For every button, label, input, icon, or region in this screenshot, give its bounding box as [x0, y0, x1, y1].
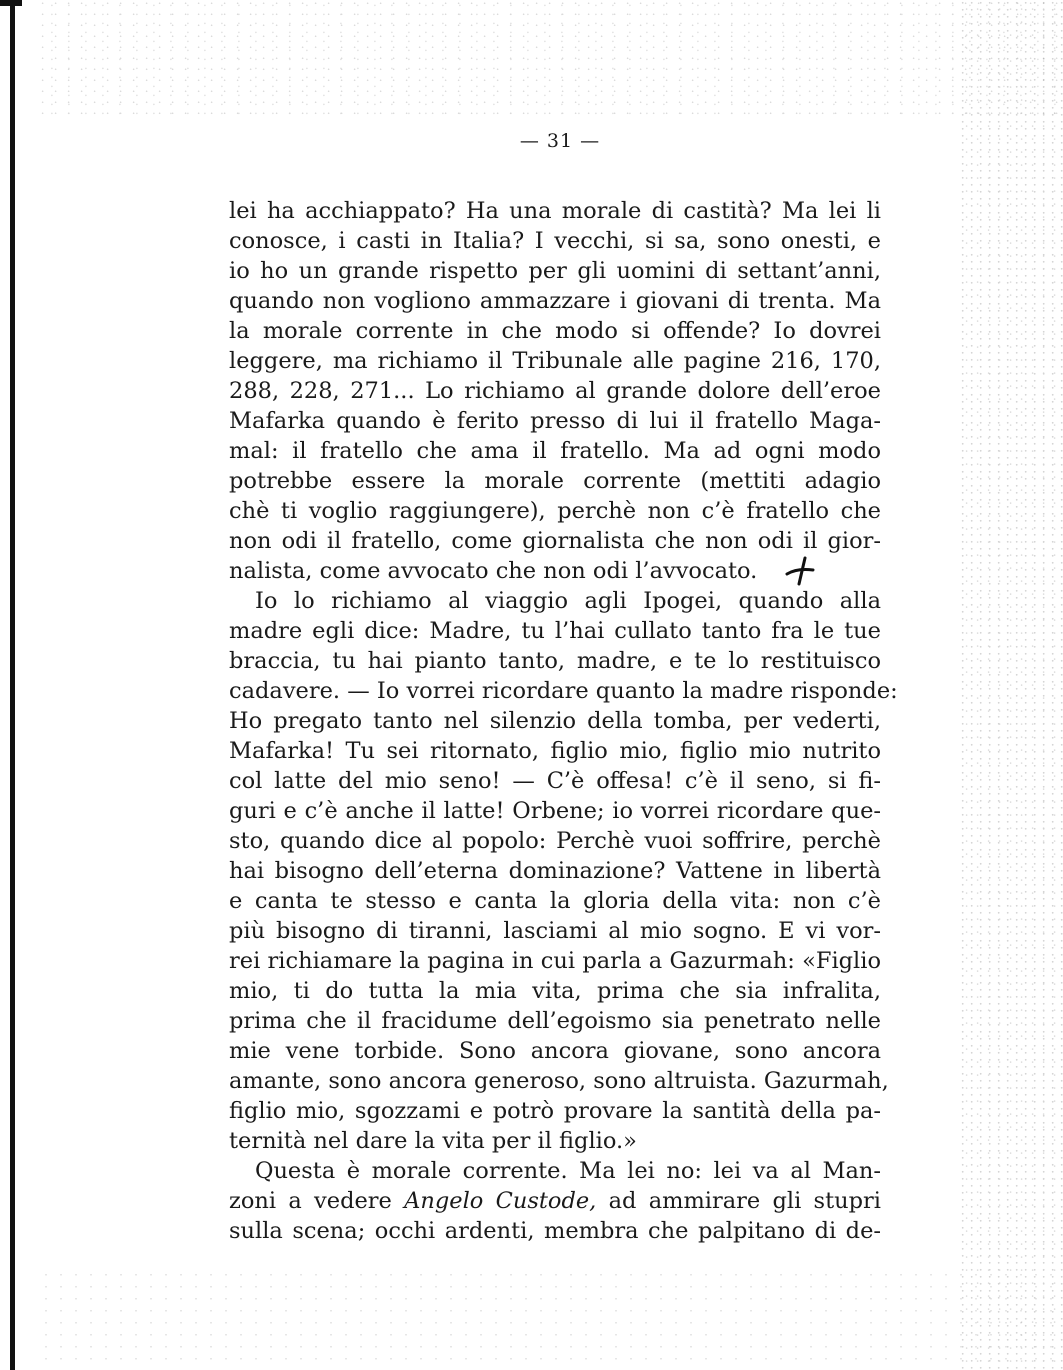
page-binding-edge [10, 0, 15, 1370]
text-line: amante, sono ancora generoso, sono altruista. Gazurmah, [229, 1068, 889, 1094]
scan-noise-bottom [40, 1270, 1063, 1370]
body-text [229, 196, 898, 1246]
text-line: cadavere. — Io vorrei ricordare quanto la madre risponde: [229, 678, 898, 704]
text-line: sto, quando dice al popolo: Perchè vuoi soffrire, perchè [229, 828, 881, 854]
text-line: mie vene torbide. Sono ancora giovane, sono ancora [229, 1038, 881, 1064]
page-number: — 31 — [519, 130, 601, 152]
text-line: chè ti voglio raggiungere), perchè non c’è fratello che [229, 498, 881, 524]
text-line: nalista, come avvocato che non odi l’avvocato. [229, 558, 758, 584]
text-line: col latte del mio seno! — C’è offesa! c’è il seno, si fi- [229, 768, 881, 794]
text-line: la morale corrente in che modo si offende? Io dovrei [229, 318, 881, 344]
text-line: rei richiamare la pagina in cui parla a Gazurmah: «Figlio [229, 948, 881, 974]
text-line: potrebbe essere la morale corrente (mettiti adagio [229, 468, 881, 494]
text-line: sulla scena; occhi ardenti, membra che palpitano di de- [229, 1218, 881, 1244]
text-line: lei ha acchiappato? Ha una morale di castità? Ma lei li [229, 198, 881, 224]
text-line: conosce, i casti in Italia? I vecchi, si sa, sono onesti, e [229, 228, 881, 254]
scan-noise-top [40, 0, 1063, 120]
text-line: 288, 228, 271... Lo richiamo al grande dolore dell’eroe [229, 378, 881, 404]
text-segment: zoni a vedere [229, 1188, 405, 1214]
text-line: mal: il fratello che ama il fratello. Ma ad ogni modo [229, 438, 881, 464]
text-segment: ad ammirare gli stupri [596, 1188, 881, 1214]
text-line: madre egli dice: Madre, tu l’hai cullato tanto fra le tue [229, 618, 881, 644]
work-title: Angelo Custode, [404, 1188, 597, 1214]
text-line: hai bisogno dell’eterna dominazione? Vattene in libertà [229, 858, 881, 884]
text-line: Ho pregato tanto nel silenzio della tomba, per vederti, [229, 708, 881, 734]
text-line: braccia, tu hai pianto tanto, madre, e te lo restituisco [229, 648, 881, 674]
text-line: guri e c’è anche il latte! Orbene; io vorrei ricordare que- [229, 798, 881, 824]
text-line: Mafarka! Tu sei ritornato, figlio mio, figlio mio nutrito [229, 738, 881, 764]
text-line: più bisogno di tiranni, lasciami al mio sogno. E vi vor- [229, 918, 881, 944]
text-line: Questa è morale corrente. Ma lei no: lei va al Man- [255, 1158, 881, 1184]
text-line: non odi il fratello, come giornalista che non odi il gior- [229, 528, 881, 554]
text-line: leggere, ma richiamo il Tribunale alle pagine 216, 170, [229, 348, 881, 374]
text-line: quando non vogliono ammazzare i giovani di trenta. Ma [229, 288, 881, 314]
text-line: prima che il fracidume dell’egoismo sia penetrato nelle [229, 1008, 881, 1034]
scan-noise-right [960, 0, 1063, 1370]
text-line: Mafarka quando è ferito presso di lui il fratello Maga- [229, 408, 881, 434]
handwritten-cross-mark [783, 556, 817, 586]
text-line-with-title [229, 1186, 881, 1216]
text-line: figlio mio, sgozzami e potrò provare la santità della pa- [229, 1098, 881, 1124]
text-line: mio, ti do tutta la mia vita, prima che sia infralita, [229, 978, 881, 1004]
text-line: ternità nel dare la vita per il figlio.» [229, 1128, 637, 1154]
text-line: Io lo richiamo al viaggio agli Ipogei, quando alla [255, 588, 881, 614]
text-line: e canta te stesso e canta la gloria della vita: non c’è [229, 888, 881, 914]
text-line: io ho un grande rispetto per gli uomini di settant’anni, [229, 258, 881, 284]
